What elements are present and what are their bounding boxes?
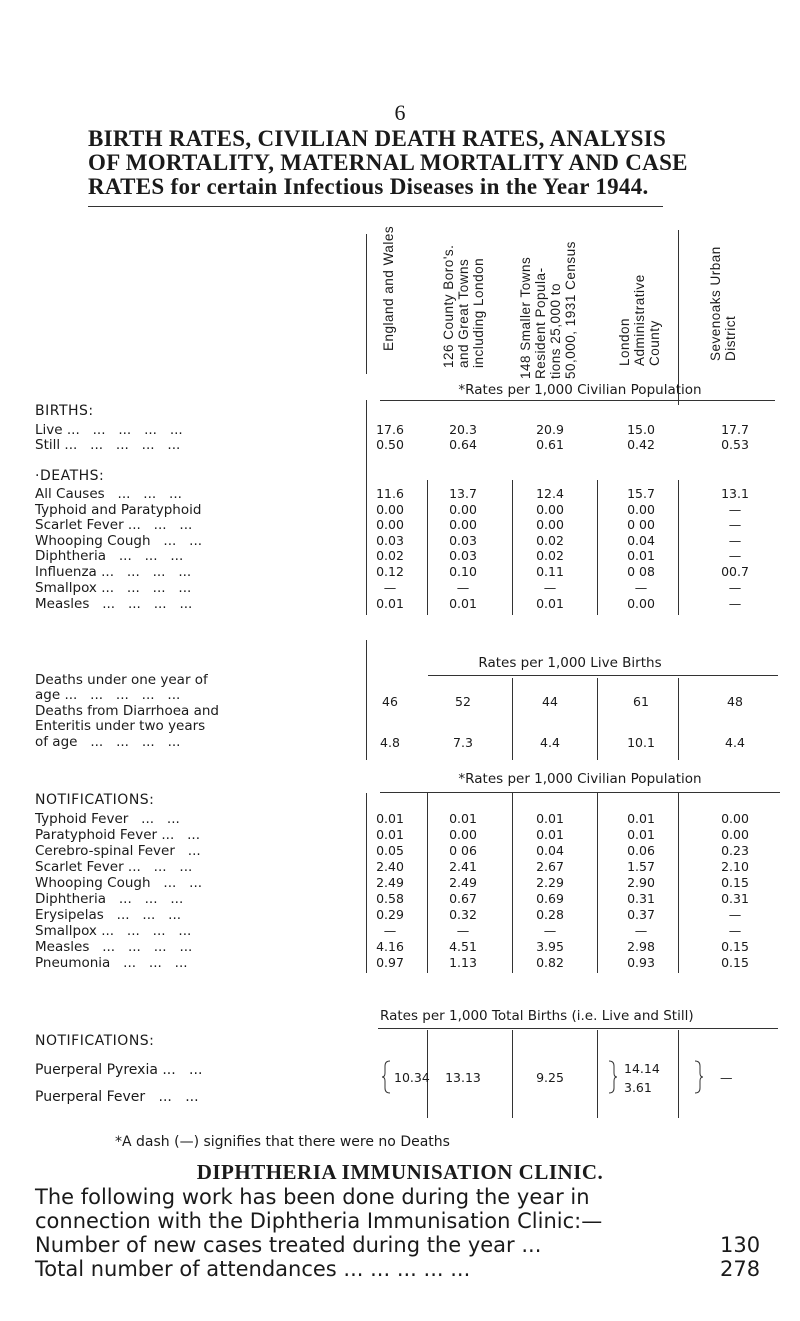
notif-diphtheria-st: 0.69	[536, 891, 564, 906]
section-notifications-2: NOTIFICATIONS:	[35, 1033, 155, 1049]
notif-pneumonia-sv: 0.15	[721, 955, 749, 970]
cell-whooping-lc: 0.04	[627, 533, 655, 548]
section-deaths: ·DEATHS:	[35, 468, 105, 484]
cell-diarrhoea-lc: 10.1	[627, 735, 655, 750]
brace-sv-icon	[693, 1060, 703, 1094]
table2-vrule-2	[512, 678, 513, 760]
notif-label-paratyphoid: Paratyphoid Fever ... ...	[35, 827, 200, 843]
row-label-live: Live ... ... ... ... ...	[35, 422, 183, 438]
notif-paratyphoid-cb: 0.00	[449, 827, 477, 842]
notif-whooping-st: 2.29	[536, 875, 564, 890]
notif-typhoid-lc: 0.01	[627, 811, 655, 826]
notif-smallpox-lc: —	[634, 923, 648, 938]
cell-smallpox-ew: —	[383, 580, 397, 595]
cell-scarlet-cb: 0.00	[449, 517, 477, 532]
notif-measles-ew: 4.16	[376, 939, 404, 954]
row-label-all-causes: All Causes ... ... ...	[35, 486, 182, 502]
row-label-typhoid-paratyphoid: Typhoid and Paratyphoid	[35, 502, 202, 518]
notif-paratyphoid-lc: 0.01	[627, 827, 655, 842]
notif-cerebro-st: 0.04	[536, 843, 564, 858]
table3-vrule-4	[597, 793, 598, 973]
notif-cerebro-ew: 0.05	[376, 843, 404, 858]
cell-diphtheria-sv: —	[728, 548, 742, 563]
cell-typhoid-st: 0.00	[536, 502, 564, 517]
notif-pneumonia-st: 0.82	[536, 955, 564, 970]
cell-measles-st: 0.01	[536, 596, 564, 611]
row-label-smallpox: Smallpox ... ... ... ...	[35, 580, 192, 596]
table3-vrule-3	[512, 793, 513, 973]
cell-scarlet-lc: 0 00	[627, 517, 655, 532]
row-label-still: Still ... ... ... ... ...	[35, 437, 181, 453]
brace-ew-icon	[382, 1060, 392, 1094]
puerperal-pyrexia-label: Puerperal Pyrexia ... ...	[35, 1062, 203, 1078]
cell-infant-st: 44	[542, 694, 558, 709]
column-header-london: London Administrative County	[617, 274, 662, 366]
cell-whooping-sv: —	[728, 533, 742, 548]
notif-cerebro-lc: 0.06	[627, 843, 655, 858]
notif-diphtheria-lc: 0.31	[627, 891, 655, 906]
cell-infant-lc: 61	[633, 694, 649, 709]
cell-diphtheria-st: 0.02	[536, 548, 564, 563]
cell-live-st: 20.9	[536, 422, 564, 437]
column-header-sevenoaks: Sevenoaks Urban District	[708, 246, 738, 361]
notif-smallpox-st: —	[543, 923, 557, 938]
notif-label-scarlet: Scarlet Fever ... ... ...	[35, 859, 193, 875]
notif-erysipelas-st: 0.28	[536, 907, 564, 922]
row-label-whooping-cough: Whooping Cough ... ...	[35, 533, 203, 549]
caption-rates-civilian-2: *Rates per 1,000 Civilian Population	[458, 771, 702, 787]
notif-erysipelas-cb: 0.32	[449, 907, 477, 922]
clinic-item1-label: Number of new cases treated during the year ...	[35, 1233, 542, 1257]
cell-still-cb: 0.64	[449, 437, 477, 452]
notif-cerebro-sv: 0.23	[721, 843, 749, 858]
cell-influenza-sv: 00.7	[721, 564, 749, 579]
cell-measles-lc: 0.00	[627, 596, 655, 611]
notif-erysipelas-ew: 0.29	[376, 907, 404, 922]
puerperal-lc-1: 14.14	[624, 1061, 660, 1076]
cell-typhoid-ew: 0.00	[376, 502, 404, 517]
cell-scarlet-st: 0.00	[536, 517, 564, 532]
notif-paratyphoid-ew: 0.01	[376, 827, 404, 842]
notif-cerebro-cb: 0 06	[449, 843, 477, 858]
header-separator-right	[678, 230, 679, 405]
puerperal-lc-2: 3.61	[624, 1080, 652, 1095]
notif-diphtheria-ew: 0.58	[376, 891, 404, 906]
table2-vrule-3	[597, 678, 598, 760]
title-line-2: OF MORTALITY, MATERNAL MORTALITY AND CASE	[88, 150, 688, 175]
column-header-county-boroughs: 126 County Boro's. and Great Towns including London	[441, 244, 486, 368]
notif-label-pneumonia: Pneumonia ... ... ...	[35, 955, 188, 971]
cell-smallpox-st: —	[543, 580, 557, 595]
cell-diphtheria-lc: 0.01	[627, 548, 655, 563]
brace-lc-icon	[607, 1060, 617, 1094]
notif-paratyphoid-sv: 0.00	[721, 827, 749, 842]
table1-vrule-5	[678, 480, 679, 615]
cell-allcauses-st: 12.4	[536, 486, 564, 501]
section-births: BIRTHS:	[35, 403, 94, 419]
notif-label-smallpox: Smallpox ... ... ... ...	[35, 923, 192, 939]
notif-paratyphoid-st: 0.01	[536, 827, 564, 842]
row-label-measles: Measles ... ... ... ...	[35, 596, 193, 612]
cell-live-sv: 17.7	[721, 422, 749, 437]
page-number: 6	[394, 100, 406, 125]
cell-typhoid-lc: 0.00	[627, 502, 655, 517]
notif-diphtheria-sv: 0.31	[721, 891, 749, 906]
cell-whooping-ew: 0.03	[376, 533, 404, 548]
column-header-smaller-towns: 148 Smaller Towns Resident Popula- tions 25,000 to 50,000, 1931 Census	[518, 241, 578, 379]
cell-scarlet-ew: 0.00	[376, 517, 404, 532]
clinic-item2-label: Total number of attendances ... ... ... ... ...	[35, 1257, 471, 1281]
cell-diarrhoea-st: 4.4	[540, 735, 560, 750]
notif-erysipelas-sv: —	[728, 907, 742, 922]
cell-influenza-cb: 0.10	[449, 564, 477, 579]
cell-influenza-st: 0.11	[536, 564, 564, 579]
cell-infant-sv: 48	[727, 694, 743, 709]
table4-vrule-4	[678, 1030, 679, 1118]
cell-smallpox-sv: —	[728, 580, 742, 595]
row-label-influenza: Influenza ... ... ... ...	[35, 564, 192, 580]
notif-pneumonia-cb: 1.13	[449, 955, 477, 970]
clinic-item1-value: 130	[720, 1233, 761, 1257]
infant-label-2a: Deaths from Diarrhoea and	[35, 703, 219, 719]
row-label-scarlet-fever: Scarlet Fever ... ... ...	[35, 517, 193, 533]
caption-rule-2	[428, 675, 778, 676]
column-header-england-wales: England and Wales	[381, 225, 396, 351]
cell-measles-ew: 0.01	[376, 596, 404, 611]
cell-measles-cb: 0.01	[449, 596, 477, 611]
infant-label-2b: Enteritis under two years	[35, 718, 206, 734]
cell-influenza-lc: 0 08	[627, 564, 655, 579]
notif-label-whooping: Whooping Cough ... ...	[35, 875, 203, 891]
header-separator-left	[366, 234, 367, 374]
notif-scarlet-lc: 1.57	[627, 859, 655, 874]
cell-smallpox-lc: —	[634, 580, 648, 595]
notif-whooping-cb: 2.49	[449, 875, 477, 890]
caption-rates-civilian: *Rates per 1,000 Civilian Population	[458, 382, 702, 398]
cell-allcauses-cb: 13.7	[449, 486, 477, 501]
cell-influenza-ew: 0.12	[376, 564, 404, 579]
table2-vrule-4	[678, 678, 679, 760]
cell-diarrhoea-cb: 7.3	[453, 735, 473, 750]
cell-live-cb: 20.3	[449, 422, 477, 437]
notif-measles-st: 3.95	[536, 939, 564, 954]
footnote: *A dash (—) signifies that there were no Deaths	[115, 1134, 450, 1150]
cell-diphtheria-cb: 0.03	[449, 548, 477, 563]
infant-label-1b: age ... ... ... ... ...	[35, 687, 181, 703]
cell-diarrhoea-sv: 4.4	[725, 735, 745, 750]
notif-whooping-lc: 2.90	[627, 875, 655, 890]
notif-typhoid-st: 0.01	[536, 811, 564, 826]
puerperal-fever-label: Puerperal Fever ... ...	[35, 1089, 199, 1105]
notif-pneumonia-lc: 0.93	[627, 955, 655, 970]
notif-measles-cb: 4.51	[449, 939, 477, 954]
notif-scarlet-sv: 2.10	[721, 859, 749, 874]
puerperal-cb: 13.13	[445, 1070, 481, 1085]
title-line-1: BIRTH RATES, CIVILIAN DEATH RATES, ANALYSIS	[88, 126, 667, 151]
title-underline	[88, 206, 663, 207]
cell-diarrhoea-ew: 4.8	[380, 735, 400, 750]
cell-whooping-cb: 0.03	[449, 533, 477, 548]
cell-smallpox-cb: —	[456, 580, 470, 595]
puerperal-st: 9.25	[536, 1070, 564, 1085]
caption-rule-3	[380, 792, 780, 793]
cell-scarlet-sv: —	[728, 517, 742, 532]
cell-whooping-st: 0.02	[536, 533, 564, 548]
caption-rates-live-births: Rates per 1,000 Live Births	[478, 655, 662, 671]
notif-label-cerebro: Cerebro-spinal Fever ...	[35, 843, 201, 859]
infant-label-2c: of age ... ... ... ...	[35, 734, 181, 750]
notif-typhoid-cb: 0.01	[449, 811, 477, 826]
clinic-para-2: connection with the Diphtheria Immunisation Clinic:—	[35, 1209, 603, 1233]
section-notifications: NOTIFICATIONS:	[35, 792, 155, 808]
table4-vrule-3	[597, 1030, 598, 1118]
title-line-3: RATES for certain Infectious Diseases in the Year 1944.	[88, 174, 649, 199]
notif-typhoid-sv: 0.00	[721, 811, 749, 826]
cell-still-st: 0.61	[536, 437, 564, 452]
cell-still-lc: 0.42	[627, 437, 655, 452]
table1-vrule-4	[597, 480, 598, 615]
cell-infant-cb: 52	[455, 694, 471, 709]
cell-live-lc: 15.0	[627, 422, 655, 437]
notif-erysipelas-lc: 0.37	[627, 907, 655, 922]
cell-typhoid-cb: 0.00	[449, 502, 477, 517]
cell-diphtheria-ew: 0.02	[376, 548, 404, 563]
notif-label-erysipelas: Erysipelas ... ... ...	[35, 907, 182, 923]
puerperal-ew: 10.34	[394, 1070, 430, 1085]
cell-still-ew: 0.50	[376, 437, 404, 452]
notif-scarlet-ew: 2.40	[376, 859, 404, 874]
caption-rule-1	[380, 400, 775, 401]
table4-vrule-2	[512, 1030, 513, 1118]
notif-scarlet-st: 2.67	[536, 859, 564, 874]
notif-measles-lc: 2.98	[627, 939, 655, 954]
cell-infant-ew: 46	[382, 694, 398, 709]
cell-allcauses-lc: 15.7	[627, 486, 655, 501]
cell-allcauses-sv: 13.1	[721, 486, 749, 501]
notif-whooping-sv: 0.15	[721, 875, 749, 890]
cell-allcauses-ew: 11.6	[376, 486, 404, 501]
notif-smallpox-cb: —	[456, 923, 470, 938]
page-title	[88, 127, 788, 199]
notif-pneumonia-ew: 0.97	[376, 955, 404, 970]
row-label-diphtheria: Diphtheria ... ... ...	[35, 548, 184, 564]
infant-label-1a: Deaths under one year of	[35, 672, 208, 688]
notif-label-diphtheria: Diphtheria ... ... ...	[35, 891, 184, 907]
table1-vrule-3	[512, 480, 513, 615]
caption-rates-total-births: Rates per 1,000 Total Births (i.e. Live and Still)	[380, 1008, 694, 1024]
notif-typhoid-ew: 0.01	[376, 811, 404, 826]
cell-measles-sv: —	[728, 596, 742, 611]
notif-label-measles: Measles ... ... ... ...	[35, 939, 193, 955]
cell-typhoid-sv: —	[728, 502, 742, 517]
cell-still-sv: 0.53	[721, 437, 749, 452]
notif-label-typhoid: Typhoid Fever ... ...	[35, 811, 180, 827]
notif-smallpox-ew: —	[383, 923, 397, 938]
caption-rule-4	[378, 1028, 778, 1029]
table3-vrule-5	[678, 793, 679, 973]
notif-measles-sv: 0.15	[721, 939, 749, 954]
cell-live-ew: 17.6	[376, 422, 404, 437]
clinic-item2-value: 278	[720, 1257, 761, 1281]
notif-whooping-ew: 2.49	[376, 875, 404, 890]
clinic-para-1: The following work has been done during the year in	[35, 1185, 590, 1209]
notif-smallpox-sv: —	[728, 923, 742, 938]
notif-scarlet-cb: 2.41	[449, 859, 477, 874]
clinic-heading: DIPHTHERIA IMMUNISATION CLINIC.	[196, 1160, 604, 1184]
puerperal-sv: —	[720, 1070, 733, 1085]
notif-diphtheria-cb: 0.67	[449, 891, 477, 906]
